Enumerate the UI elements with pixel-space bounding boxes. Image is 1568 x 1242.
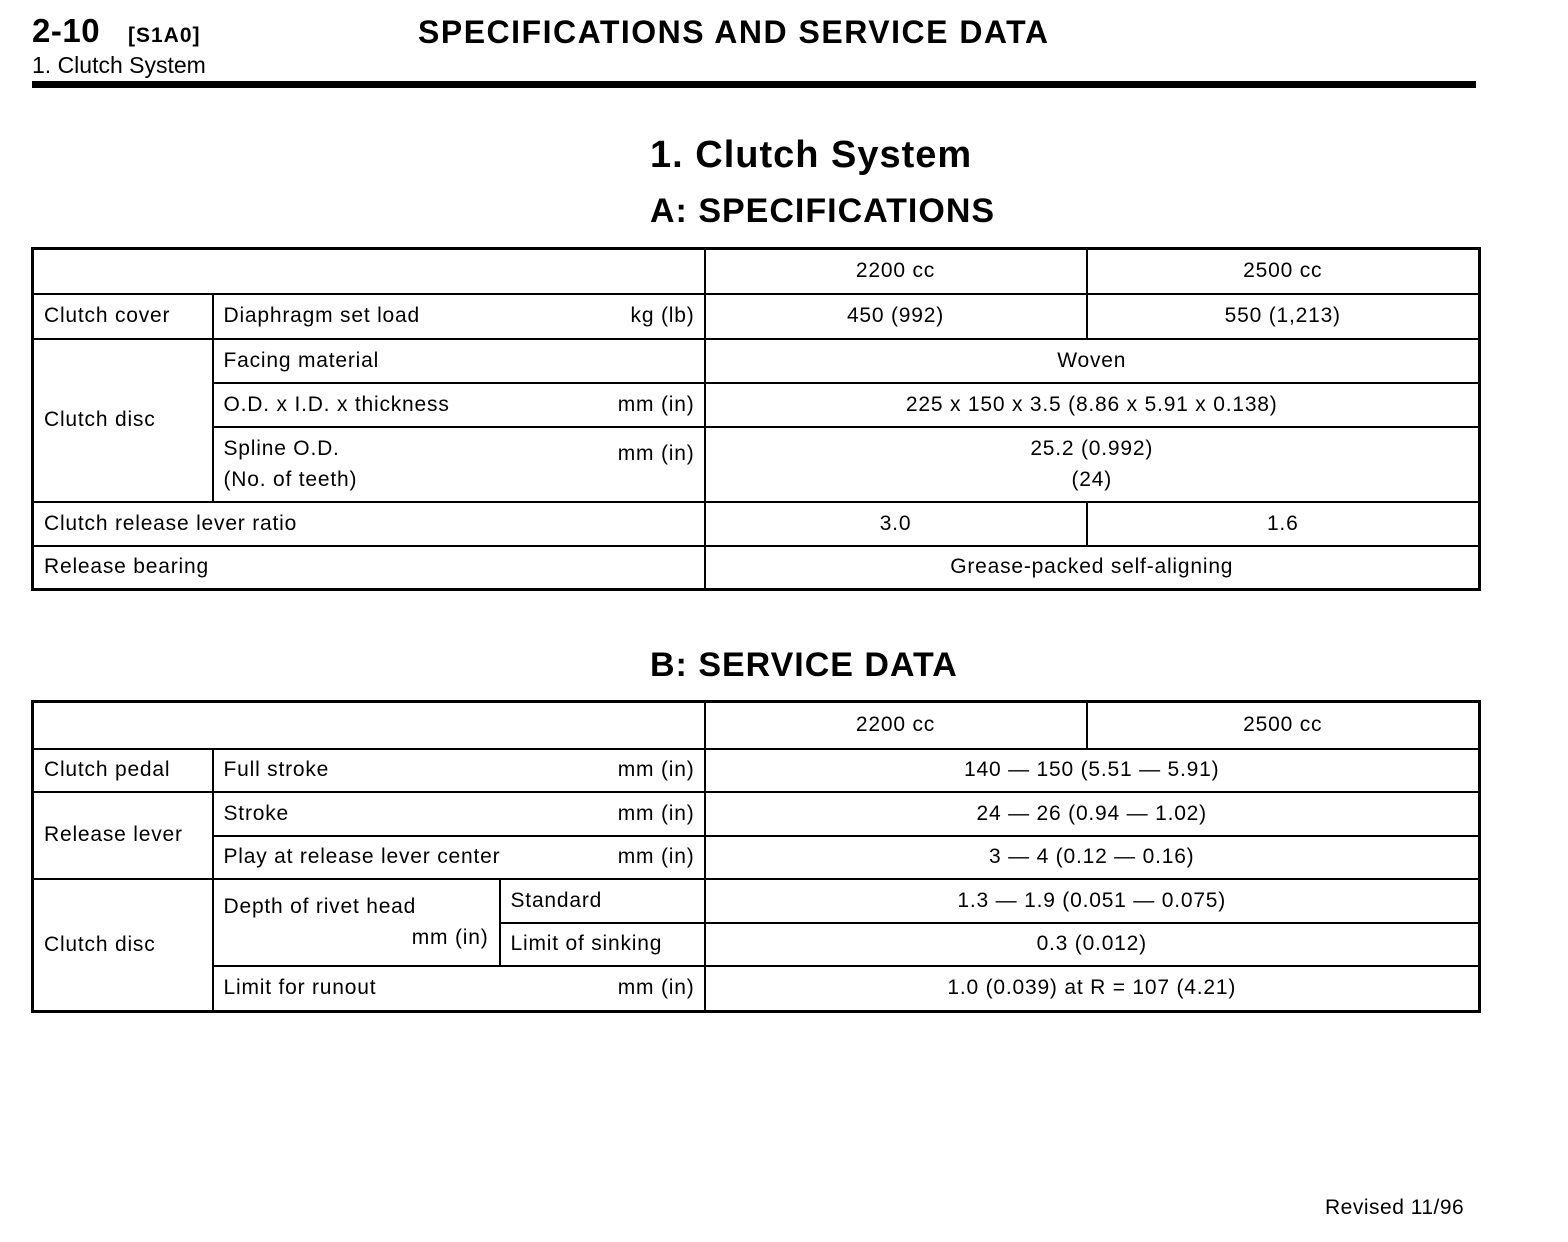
runout-limit-cell (213, 966, 705, 1012)
limit-of-sinking-value: 0.3 (0.012) (705, 923, 1480, 966)
release-bearing-value: Grease-packed self-aligning (705, 546, 1480, 590)
header-subtitle: 1. Clutch System (32, 52, 206, 78)
table-row (33, 502, 1480, 546)
item-label-secondary: (No. of teeth) (223, 468, 358, 491)
item-label: Play at release lever center (223, 845, 501, 868)
release-lever-ratio-label: Clutch release lever ratio (33, 502, 705, 546)
revision-note: Revised 11/96 (1325, 1196, 1465, 1219)
item-label: Full stroke (223, 758, 330, 781)
item-label: O.D. x I.D. x thickness (223, 392, 450, 416)
table-row (33, 879, 1480, 923)
unit-label: mm (in) (617, 758, 695, 781)
spline-od-value-line: 25.2 (0.992) (1030, 437, 1154, 460)
header-blank-cell (33, 249, 705, 294)
col-2200-header: 2200 cc (705, 249, 1087, 294)
full-stroke-value: 140 — 150 (5.51 — 5.91) (705, 749, 1480, 792)
col-2500-header: 2500 cc (1087, 249, 1480, 294)
page-header (32, 10, 1476, 90)
clutch-disc-label: Clutch disc (33, 879, 213, 1012)
table-row (33, 546, 1480, 590)
table-header-row (33, 702, 1480, 749)
item-label: Limit for runout (223, 976, 377, 1000)
item-label: Facing material (223, 348, 380, 372)
spline-od-cell (213, 427, 705, 502)
play-value: 3 — 4 (0.12 — 0.16) (705, 836, 1480, 879)
stroke-cell (213, 792, 705, 836)
unit-label: mm (in) (617, 392, 695, 416)
service-data-title: B: SERVICE DATA (650, 646, 958, 684)
table-header-row (33, 249, 1480, 294)
unit-label: mm (in) (617, 441, 695, 465)
clutch-disc-label: Clutch disc (33, 339, 213, 502)
table-row (33, 427, 1480, 502)
play-at-release-lever-cell (213, 836, 705, 879)
table-row (33, 792, 1480, 836)
value-2500: 1.6 (1087, 502, 1480, 546)
item-label: Depth of rivet head (223, 895, 417, 918)
header-rule (32, 81, 1476, 88)
table-row (33, 749, 1480, 792)
disc-dimensions-value: 225 x 150 x 3.5 (8.86 x 5.91 x 0.138) (705, 383, 1480, 427)
clutch-cover-label: Clutch cover (33, 294, 213, 339)
page-number: 2-10 (32, 12, 101, 49)
service-data-table (31, 700, 1481, 1013)
main-title: 1. Clutch System (650, 134, 973, 176)
section-code: [S1A0] (128, 24, 201, 47)
table-row (33, 383, 1480, 427)
header-title: SPECIFICATIONS AND SERVICE DATA (418, 14, 1050, 50)
table-row (33, 836, 1480, 879)
limit-of-sinking-label: Limit of sinking (500, 923, 705, 966)
runout-value: 1.0 (0.039) at R = 107 (4.21) (705, 966, 1480, 1012)
unit-label: kg (lb) (630, 304, 695, 327)
release-lever-label: Release lever (33, 792, 213, 879)
standard-label: Standard (500, 879, 705, 923)
table-row (33, 339, 1480, 383)
facing-material-cell (213, 339, 705, 383)
unit-label: mm (in) (617, 845, 695, 868)
rivet-head-depth-cell (213, 879, 500, 966)
item-label: Stroke (223, 801, 289, 825)
standard-value: 1.3 — 1.9 (0.051 — 0.075) (705, 879, 1480, 923)
diaphragm-set-load-cell (213, 294, 705, 339)
disc-dimensions-cell (213, 383, 705, 427)
spline-od-value (705, 427, 1480, 502)
full-stroke-cell (213, 749, 705, 792)
item-label: Diaphragm set load (223, 304, 420, 327)
value-2200: 3.0 (705, 502, 1087, 546)
teeth-count-value: (24) (1071, 468, 1113, 491)
unit-label: mm (in) (617, 801, 695, 825)
unit-label: mm (in) (411, 926, 489, 949)
value-2500: 550 (1,213) (1087, 294, 1480, 339)
table-row (33, 294, 1480, 339)
specifications-title: A: SPECIFICATIONS (650, 192, 996, 230)
value-2200: 450 (992) (705, 294, 1087, 339)
unit-label: mm (in) (617, 976, 695, 1000)
col-2200-header: 2200 cc (705, 702, 1087, 749)
item-label: Spline O.D. (223, 437, 340, 460)
col-2500-header: 2500 cc (1087, 702, 1480, 749)
clutch-pedal-label: Clutch pedal (33, 749, 213, 792)
release-bearing-label: Release bearing (33, 546, 705, 590)
stroke-value: 24 — 26 (0.94 — 1.02) (705, 792, 1480, 836)
header-blank-cell (33, 702, 705, 749)
table-row (33, 966, 1480, 1012)
facing-material-value: Woven (705, 339, 1480, 383)
specifications-table (31, 247, 1481, 591)
